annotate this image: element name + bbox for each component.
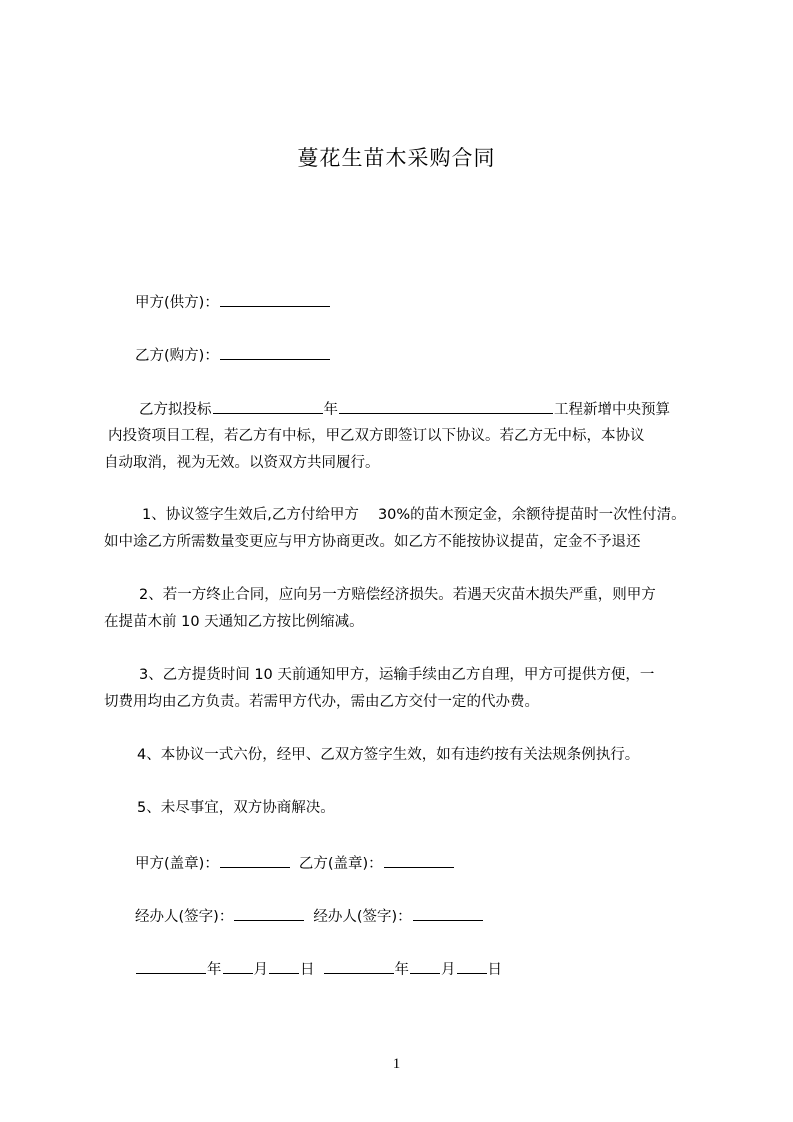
date-a-year-blank — [136, 958, 206, 974]
date-b-month-blank — [410, 958, 440, 974]
date-b-month-label: 月 — [441, 962, 456, 978]
document-title: 蔓花生苗木采购合同 — [297, 146, 496, 170]
page-number: 1 — [392, 1056, 401, 1072]
intro-text-3: 工程新增中央预算 — [554, 402, 670, 418]
date-a-month-label: 月 — [253, 962, 268, 978]
intro-text-2: 年 — [323, 402, 338, 418]
clause-1-line-1: 1、协议签字生效后,乙方付给甲方 30%的苗木预定金，余额待提苗时一次性付清。 — [142, 507, 686, 523]
party-b-seal-label: 乙方(盖章)： — [298, 856, 383, 872]
party-b-blank — [220, 344, 330, 360]
party-b-label: 乙方(购方)： — [135, 348, 219, 364]
party-b-line — [135, 344, 331, 366]
party-b-seal-blank — [384, 852, 454, 868]
agent-a-blank — [234, 905, 304, 921]
date-b-year-blank — [324, 958, 394, 974]
intro-year-blank — [339, 398, 553, 414]
clause-1-line-2: 如中途乙方所需数量变更应与甲方协商更改。如乙方不能按协议提苗，定金不予退还 — [104, 534, 641, 550]
date-a-year-label: 年 — [207, 962, 222, 978]
intro-text-1: 乙方拟投标 — [139, 402, 212, 418]
party-a-blank — [220, 291, 330, 307]
seal-line — [135, 852, 455, 874]
clause-2-line-2: 在提苗木前 10 天通知乙方按比例缩减。 — [104, 614, 364, 630]
date-line — [135, 958, 502, 980]
party-a-seal-blank — [220, 852, 290, 868]
clause-5-line-1: 5、未尽事宜，双方协商解决。 — [137, 800, 335, 816]
agent-signature-line — [135, 905, 484, 927]
party-a-seal-label: 甲方(盖章)： — [135, 856, 219, 872]
party-a-line — [135, 291, 331, 313]
agent-b-label: 经办人(签字)： — [313, 909, 412, 925]
date-a-day-blank — [269, 958, 299, 974]
intro-line-2: 内投资项目工程，若乙方有中标，甲乙双方即签订以下协议。若乙方无中标，本协议 — [108, 428, 645, 444]
clause-4-line-1: 4、本协议一式六份，经甲、乙双方签字生效，如有违约按有关法规条例执行。 — [137, 747, 640, 763]
date-b-day-blank — [457, 958, 487, 974]
clause-2-line-1: 2、若一方终止合同，应向另一方赔偿经济损失。若遇天灾苗木损失严重，则甲方 — [139, 587, 656, 603]
date-b-year-label: 年 — [394, 962, 409, 978]
intro-line-1 — [139, 398, 670, 420]
agent-b-blank — [413, 905, 483, 921]
intro-line-3: 自动取消，视为无效。以资双方共同履行。 — [104, 455, 380, 471]
intro-project-blank — [213, 398, 323, 414]
date-a-month-blank — [223, 958, 253, 974]
party-a-label: 甲方(供方)： — [135, 295, 219, 311]
date-b-day-label: 日 — [487, 962, 502, 978]
clause-3-line-1: 3、乙方提货时间 10 天前通知甲方，运输手续由乙方自理，甲方可提供方便，一 — [139, 667, 655, 683]
agent-a-label: 经办人(签字)： — [135, 909, 234, 925]
date-a-day-label: 日 — [300, 962, 315, 978]
clause-3-line-2: 切费用均由乙方负责。若需甲方代办，需由乙方交付一定的代办费。 — [104, 694, 539, 710]
